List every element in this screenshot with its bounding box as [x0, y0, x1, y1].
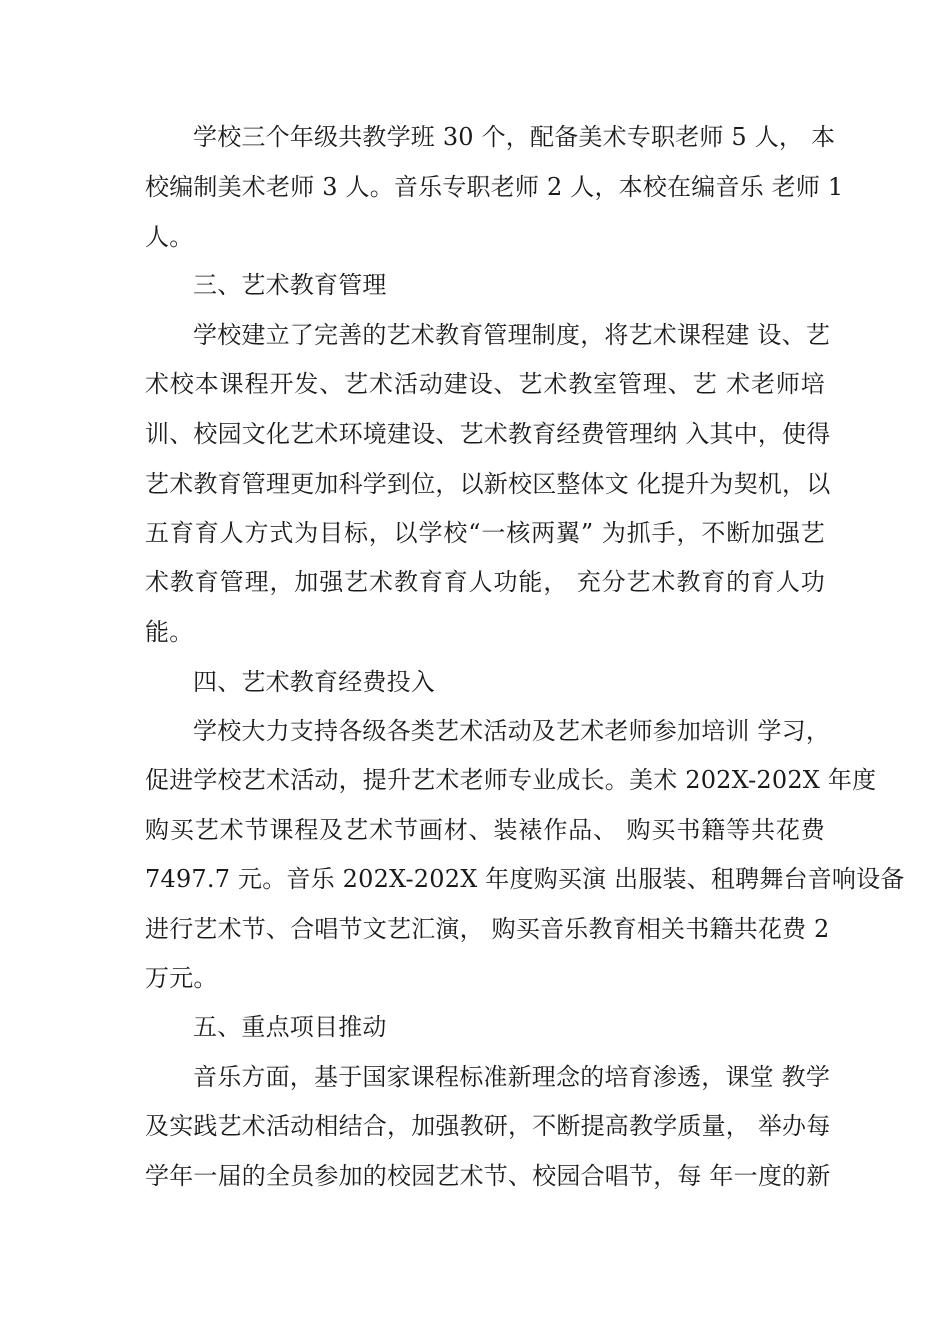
paragraph-2-line-2: 术校本课程开发、艺术活动建设、艺术教室管理、艺 术老师培 [145, 370, 825, 398]
paragraph-3-line-5: 进行艺术节、合唱节文艺汇演， 购买音乐教育相关书籍共花费 2 [145, 915, 830, 943]
paragraph-2-line-3: 训、校园文化艺术环境建设、艺术教育经费管理纳 入其中，使得 [145, 420, 831, 448]
paragraph-4-line-2: 及实践艺术活动相结合，加强教研，不断提高教学质量， 举办每 [145, 1112, 831, 1140]
section-heading-4: 四、艺术教育经费投入 [193, 668, 435, 696]
paragraph-1-line-3: 人。 [145, 223, 194, 251]
paragraph-3-line-6: 万元。 [145, 964, 218, 992]
paragraph-3-line-2: 促进学校艺术活动，提升艺术老师专业成长。美术 202X-202X 年度 [145, 766, 877, 794]
paragraph-2-line-5: 五育育人方式为目标，以学校“一核两翼” 为抓手，不断加强艺 [145, 519, 825, 547]
paragraph-2-line-4: 艺术教育管理更加科学到位，以新校区整体文 化提升为契机，以 [145, 470, 831, 498]
section-heading-5: 五、重点项目推动 [193, 1013, 387, 1041]
section-heading-3: 三、艺术教育管理 [193, 271, 387, 299]
paragraph-4-line-3: 学年一届的全员参加的校园艺术节、校园合唱节，每 年一度的新 [145, 1162, 831, 1190]
paragraph-2-line-6: 术教育管理，加强艺术教育育人功能， 充分艺术教育的育人功 [145, 568, 825, 596]
paragraph-2-line-7: 能。 [145, 618, 194, 646]
paragraph-3-line-1: 学校大力支持各级各类艺术活动及艺术老师参加培训 学习， [193, 717, 831, 745]
paragraph-1-line-2: 校编制美术老师 3 人。音乐专职老师 2 人，本校在编音乐 老师 1 [145, 173, 844, 201]
paragraph-4-line-1: 音乐方面，基于国家课程标准新理念的培育渗透，课堂 教学 [193, 1063, 831, 1091]
paragraph-3-line-4: 7497.7 元。音乐 202X-202X 年度购买演 出服装、租聘舞台音响设备 [145, 865, 905, 893]
paragraph-2-line-1: 学校建立了完善的艺术教育管理制度，将艺术课程建 设、艺 [193, 321, 831, 349]
paragraph-3-line-3: 购买艺术节课程及艺术节画材、装裱作品、 购买书籍等共花费 [145, 816, 825, 844]
paragraph-1-line-1: 学校三个年级共教学班 30 个，配备美术专职老师 5 人， 本 [193, 123, 836, 151]
